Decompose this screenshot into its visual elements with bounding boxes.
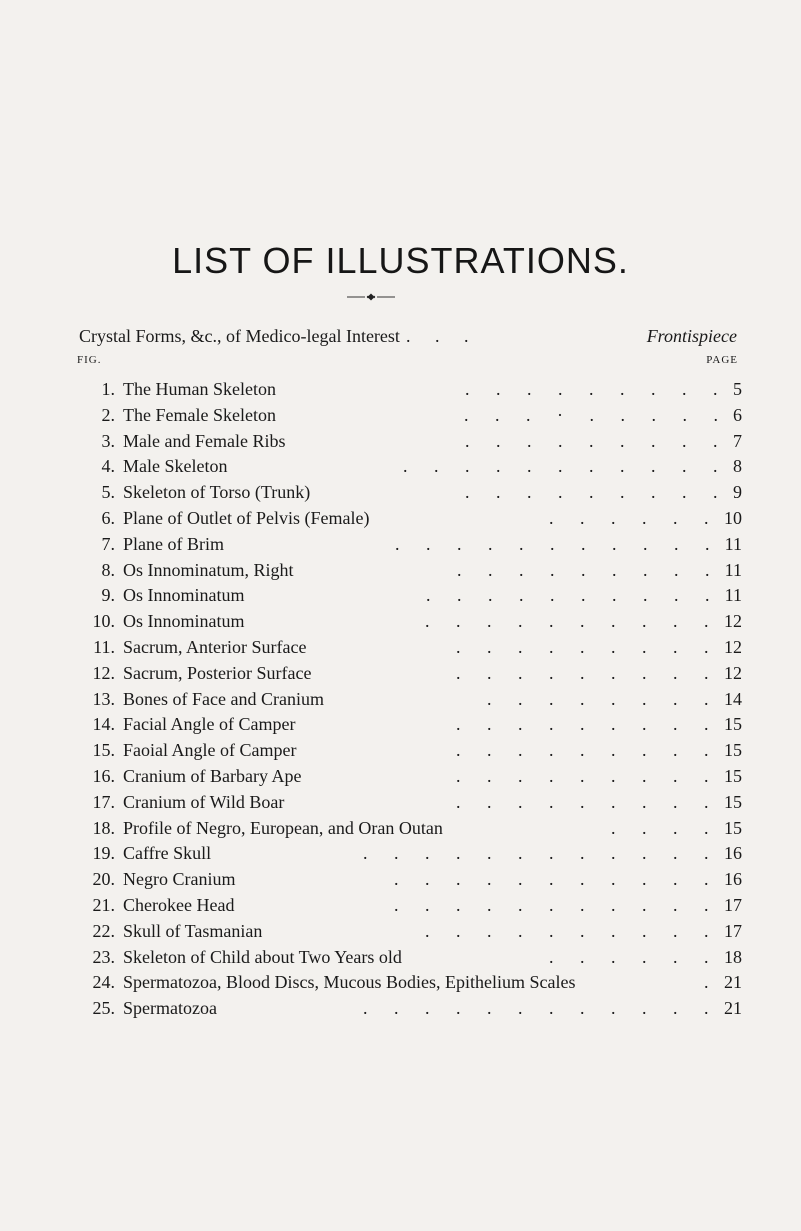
frontispiece-label-group bbox=[79, 326, 478, 347]
list-item bbox=[60, 841, 742, 867]
figure-number: 22. bbox=[92, 920, 115, 941]
page-number: 12 bbox=[724, 611, 742, 632]
figure-title: Os Innominatum, Right bbox=[123, 559, 294, 580]
page-number: 5 bbox=[733, 379, 742, 399]
dot-leader: . . . . . . . . . bbox=[456, 662, 720, 683]
page-number: 17 bbox=[724, 920, 742, 941]
list-item bbox=[60, 609, 742, 635]
page-number: 15 bbox=[724, 791, 742, 812]
page-number: 21 bbox=[724, 972, 742, 993]
figure-number: 15. bbox=[92, 740, 115, 761]
dot-leader: . . . . . . . . . bbox=[456, 714, 720, 735]
figure-title: Facial Angle of Camper bbox=[123, 714, 296, 735]
dot-leader: . . . . . . . . bbox=[487, 688, 720, 709]
figure-title: Cranium of Wild Boar bbox=[123, 791, 285, 812]
figure-title: Plane of Brim bbox=[123, 533, 224, 554]
page-number: 9 bbox=[733, 482, 742, 503]
figure-title: The Female Skeleton bbox=[123, 404, 276, 425]
dot-leader: . . . . . . . . . . . . bbox=[363, 843, 720, 864]
dot-leader: . . . . . . . . . bbox=[465, 379, 729, 399]
frontispiece-leader: . . . bbox=[405, 326, 479, 346]
figure-number: 18. bbox=[92, 817, 115, 838]
figure-title: Os Innominatum bbox=[123, 585, 245, 606]
dot-leader: . . . . . . . . . . . . bbox=[363, 998, 720, 1019]
figure-number: 7. bbox=[101, 533, 115, 554]
figure-title: Skull of Tasmanian bbox=[123, 920, 263, 941]
list-item bbox=[60, 712, 742, 738]
page-number: 18 bbox=[724, 946, 742, 967]
list-item bbox=[60, 764, 742, 790]
figure-number: 11. bbox=[93, 636, 115, 657]
figure-number: 23. bbox=[92, 946, 115, 967]
list-item bbox=[60, 583, 742, 609]
list-item bbox=[60, 738, 742, 764]
list-item bbox=[60, 635, 742, 661]
figure-title: Plane of Outlet of Pelvis (Female) bbox=[123, 507, 370, 528]
list-item bbox=[60, 970, 742, 996]
page-column-header: PAGE bbox=[706, 354, 738, 366]
page-number: 17 bbox=[724, 894, 742, 915]
list-item bbox=[60, 919, 742, 945]
figure-title: Bones of Face and Cranium bbox=[123, 688, 324, 709]
column-headers bbox=[77, 354, 738, 366]
figure-number: 8. bbox=[101, 559, 115, 580]
figure-number: 21. bbox=[92, 894, 115, 915]
figure-number: 20. bbox=[92, 869, 115, 890]
figure-title: Male Skeleton bbox=[123, 456, 228, 477]
page-number: 6 bbox=[733, 404, 742, 425]
list-item bbox=[60, 506, 742, 532]
page-number: 16 bbox=[724, 843, 742, 864]
page-number: 11 bbox=[724, 533, 742, 554]
dot-leader: . . . . bbox=[611, 817, 720, 838]
figure-number: 1. bbox=[101, 379, 115, 399]
figure-number: 19. bbox=[92, 843, 115, 864]
dot-leader: . . . . . . . . . bbox=[456, 765, 720, 786]
page-number: 21 bbox=[724, 998, 742, 1019]
dot-leader: . . . . . . . . . . bbox=[425, 611, 720, 632]
dot-leader: . . . . . . bbox=[549, 507, 720, 528]
dot-leader: . . . . . . . . . bbox=[456, 636, 720, 657]
figure-number: 9. bbox=[101, 585, 115, 606]
page-number: 12 bbox=[724, 662, 742, 683]
list-item bbox=[60, 867, 742, 893]
dot-leader: . . . . . . . . . . bbox=[426, 585, 721, 606]
fig-column-header: FIG. bbox=[77, 354, 102, 366]
figure-title: Caffre Skull bbox=[123, 843, 212, 864]
list-item bbox=[60, 377, 742, 403]
list-item bbox=[60, 403, 742, 429]
frontispiece-entry bbox=[79, 326, 737, 347]
ornament-divider bbox=[347, 293, 395, 301]
figure-title: Skeleton of Torso (Trunk) bbox=[123, 482, 311, 503]
figure-number: 10. bbox=[92, 611, 115, 632]
figure-number: 2. bbox=[101, 404, 115, 425]
list-item bbox=[60, 945, 742, 971]
page-title: LIST OF ILLUSTRATIONS. bbox=[172, 240, 629, 282]
figure-title: Cranium of Barbary Ape bbox=[123, 765, 302, 786]
dot-leader: . . . . . . . . . . . bbox=[394, 894, 720, 915]
list-item bbox=[60, 996, 742, 1022]
page-number: 12 bbox=[724, 636, 742, 657]
frontispiece-page: Frontispiece bbox=[646, 326, 737, 346]
dot-leader: . . . · . . . . . bbox=[464, 404, 729, 425]
dot-leader: . . . . . . . . . . . bbox=[394, 869, 720, 890]
list-item bbox=[60, 790, 742, 816]
figure-title: Skeleton of Child about Two Years old bbox=[123, 946, 402, 967]
page-number: 15 bbox=[724, 740, 742, 761]
figure-title: Cherokee Head bbox=[123, 894, 235, 915]
frontispiece-label: Crystal Forms, &c., of Medico-legal Interest bbox=[79, 326, 400, 346]
page-number: 11 bbox=[724, 585, 742, 606]
dot-leader: . . . . . . . . . bbox=[456, 791, 720, 812]
figure-title: Male and Female Ribs bbox=[123, 430, 286, 451]
list-item bbox=[60, 454, 742, 480]
dot-leader: . . . . . . . . . bbox=[456, 740, 720, 761]
figure-title: The Human Skeleton bbox=[123, 379, 276, 399]
figure-number: 14. bbox=[92, 714, 115, 735]
page-number: 11 bbox=[724, 559, 742, 580]
figure-number: 25. bbox=[92, 998, 115, 1019]
figure-number: 13. bbox=[92, 688, 115, 709]
page-number: 8 bbox=[733, 456, 742, 477]
list-item bbox=[60, 661, 742, 687]
list-item bbox=[60, 480, 742, 506]
page-number: 15 bbox=[724, 765, 742, 786]
page-number: 16 bbox=[724, 869, 742, 890]
figure-number: 16. bbox=[92, 765, 115, 786]
figure-title: Spermatozoa bbox=[123, 998, 217, 1019]
dot-leader: . . . . . . . . . . . bbox=[403, 456, 729, 477]
list-item bbox=[60, 816, 742, 842]
page-number: 10 bbox=[724, 507, 742, 528]
list-item bbox=[60, 558, 742, 584]
figure-number: 4. bbox=[101, 456, 115, 477]
illustration-list bbox=[60, 377, 742, 1022]
dot-leader: . . . . . . . . . bbox=[465, 482, 729, 503]
page-number: 15 bbox=[724, 817, 742, 838]
figure-number: 17. bbox=[92, 791, 115, 812]
page-number: 14 bbox=[724, 688, 742, 709]
figure-number: 24. bbox=[92, 972, 115, 993]
figure-title: Sacrum, Posterior Surface bbox=[123, 662, 312, 683]
dot-leader: . . . . . . . . . . . bbox=[395, 533, 721, 554]
dot-leader: . . . . . . . . . bbox=[465, 430, 729, 451]
list-item bbox=[60, 893, 742, 919]
list-item bbox=[60, 687, 742, 713]
figure-title: Spermatozoa, Blood Discs, Mucous Bodies, Epithelium Scales bbox=[123, 972, 576, 993]
figure-title: Sacrum, Anterior Surface bbox=[123, 636, 307, 657]
page-number: 7 bbox=[733, 430, 742, 451]
dot-leader: . . . . . . bbox=[549, 946, 720, 967]
figure-title: Os Innominatum bbox=[123, 611, 245, 632]
dot-leader: . . . . . . . . . bbox=[457, 559, 721, 580]
figure-title: Faoial Angle of Camper bbox=[123, 740, 297, 761]
list-item bbox=[60, 532, 742, 558]
dot-leader: . . . . . . . . . . bbox=[425, 920, 720, 941]
figure-number: 5. bbox=[101, 482, 115, 503]
figure-title: Profile of Negro, European, and Oran Outan bbox=[123, 817, 443, 838]
list-item bbox=[60, 429, 742, 455]
figure-number: 3. bbox=[101, 430, 115, 451]
figure-number: 6. bbox=[101, 507, 115, 528]
figure-title: Negro Cranium bbox=[123, 869, 236, 890]
dot-leader: . bbox=[704, 972, 720, 993]
page-number: 15 bbox=[724, 714, 742, 735]
figure-number: 12. bbox=[92, 662, 115, 683]
